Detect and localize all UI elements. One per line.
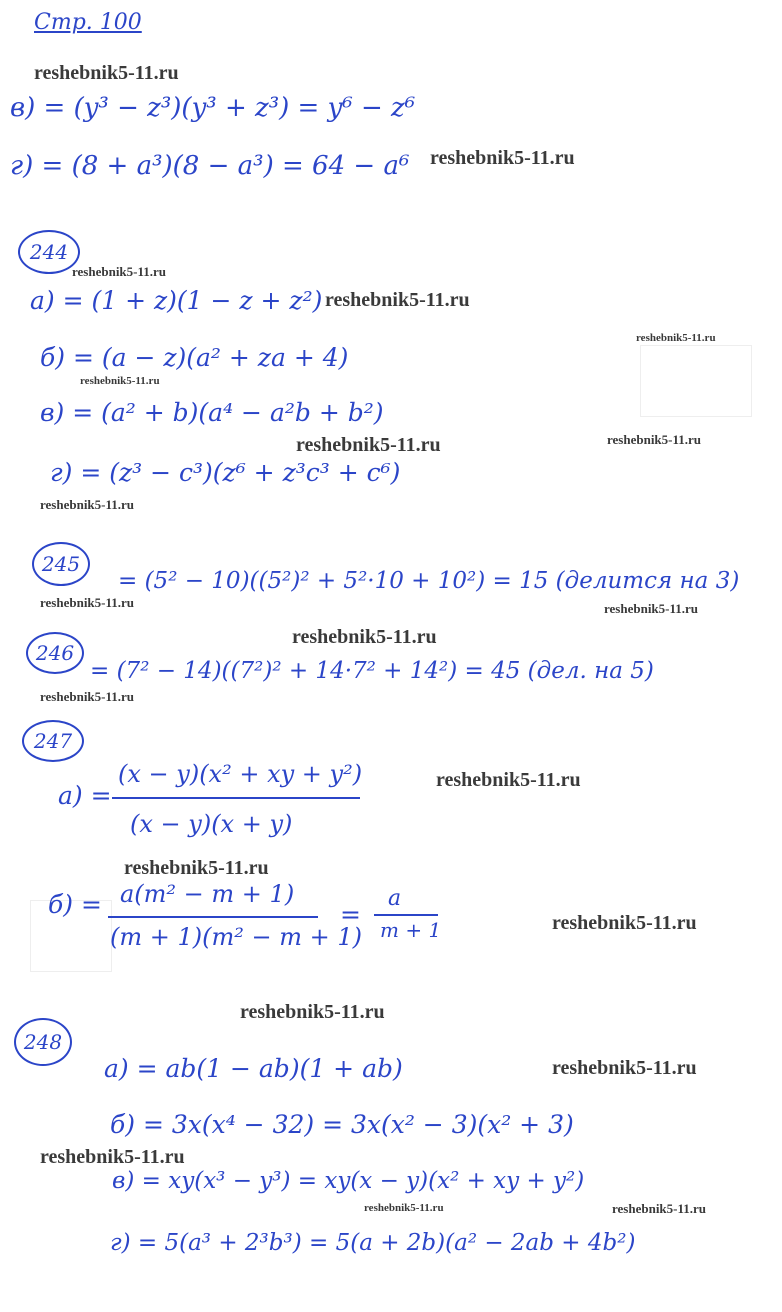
line-244-a: а) = (1 + z)(1 − z + z²) bbox=[30, 286, 323, 315]
line-247-b-result-numerator: a bbox=[388, 886, 402, 911]
line-244-g: г) = (z³ − c³)(z⁶ + z³c³ + c⁶) bbox=[50, 458, 401, 487]
problem-246-badge bbox=[26, 632, 84, 674]
watermark: reshebnik5-11.ru bbox=[430, 147, 575, 169]
watermark: reshebnik5-11.ru bbox=[40, 1146, 185, 1168]
page-header: Стр. 100 bbox=[34, 10, 142, 35]
fraction-bar bbox=[112, 797, 360, 799]
problem-246-number: 246 bbox=[35, 641, 75, 665]
problem-244-number: 244 bbox=[29, 240, 69, 264]
watermark: reshebnik5-11.ru bbox=[604, 601, 699, 616]
watermark: reshebnik5-11.ru bbox=[607, 432, 702, 447]
line-246: = (7² − 14)((7²)² + 14·7² + 14²) = 45 (дел. на 5) bbox=[90, 658, 654, 684]
line-244-v: в) = (a² + b)(a⁴ − a²b + b²) bbox=[40, 398, 384, 427]
watermark: reshebnik5-11.ru bbox=[552, 912, 697, 934]
problem-247-number: 247 bbox=[33, 729, 73, 753]
line-247-b-result-denominator: m + 1 bbox=[380, 918, 442, 942]
line-247-b-label: б) = bbox=[48, 890, 102, 919]
fraction-bar bbox=[108, 916, 318, 918]
watermark: reshebnik5-11.ru bbox=[612, 1201, 707, 1216]
watermark: reshebnik5-11.ru bbox=[72, 264, 167, 279]
line-248-v: в) = xy(x³ − y³) = xy(x − y)(x² + xy + y²) bbox=[112, 1168, 585, 1194]
line-248-b: б) = 3x(x⁴ − 32) = 3x(x² − 3)(x² + 3) bbox=[110, 1110, 574, 1139]
problem-245-number: 245 bbox=[41, 552, 81, 576]
watermark: reshebnik5-11.ru bbox=[364, 1202, 444, 1214]
watermark: reshebnik5-11.ru bbox=[40, 595, 135, 610]
line-247-b-numerator: a(m² − m + 1) bbox=[120, 880, 295, 908]
background-grid bbox=[640, 345, 752, 417]
line-244-b: б) = (a − z)(a² + za + 4) bbox=[40, 343, 349, 372]
line-v-top: в) = (y³ − z³)(y³ + z³) = y⁶ − z⁶ bbox=[10, 93, 416, 123]
line-248-g: г) = 5(a³ + 2³b³) = 5(a + 2b)(a² − 2ab + 4b²) bbox=[110, 1230, 636, 1256]
watermark: reshebnik5-11.ru bbox=[636, 332, 716, 344]
problem-248-badge bbox=[14, 1018, 72, 1066]
watermark: reshebnik5-11.ru bbox=[325, 289, 470, 311]
line-247-b-denominator: (m + 1)(m² − m + 1) bbox=[110, 923, 362, 951]
line-247-a-label: а) = bbox=[58, 781, 112, 810]
line-247-b-equals: = bbox=[340, 900, 361, 929]
watermark: reshebnik5-11.ru bbox=[40, 689, 135, 704]
line-245: = (5² − 10)((5²)² + 5²·10 + 10²) = 15 (делится на 3) bbox=[118, 568, 740, 594]
watermark: reshebnik5-11.ru bbox=[436, 769, 581, 791]
watermark: reshebnik5-11.ru bbox=[124, 857, 269, 879]
watermark: reshebnik5-11.ru bbox=[34, 62, 179, 84]
problem-247-badge bbox=[22, 720, 84, 762]
watermark: reshebnik5-11.ru bbox=[40, 497, 135, 512]
watermark: reshebnik5-11.ru bbox=[80, 375, 160, 387]
watermark: reshebnik5-11.ru bbox=[296, 434, 441, 456]
line-248-a: а) = ab(1 − ab)(1 + ab) bbox=[104, 1054, 403, 1083]
problem-248-number: 248 bbox=[23, 1030, 63, 1054]
problem-244-badge bbox=[18, 230, 80, 274]
line-247-a-denominator: (x − y)(x + y) bbox=[130, 810, 293, 838]
line-247-a-numerator: (x − y)(x² + xy + y²) bbox=[118, 760, 363, 788]
watermark: reshebnik5-11.ru bbox=[552, 1057, 697, 1079]
watermark: reshebnik5-11.ru bbox=[292, 626, 437, 648]
fraction-bar bbox=[374, 914, 438, 916]
problem-245-badge bbox=[32, 542, 90, 586]
watermark: reshebnik5-11.ru bbox=[240, 1001, 385, 1023]
line-g-top: г) = (8 + a³)(8 − a³) = 64 − a⁶ bbox=[10, 151, 410, 181]
